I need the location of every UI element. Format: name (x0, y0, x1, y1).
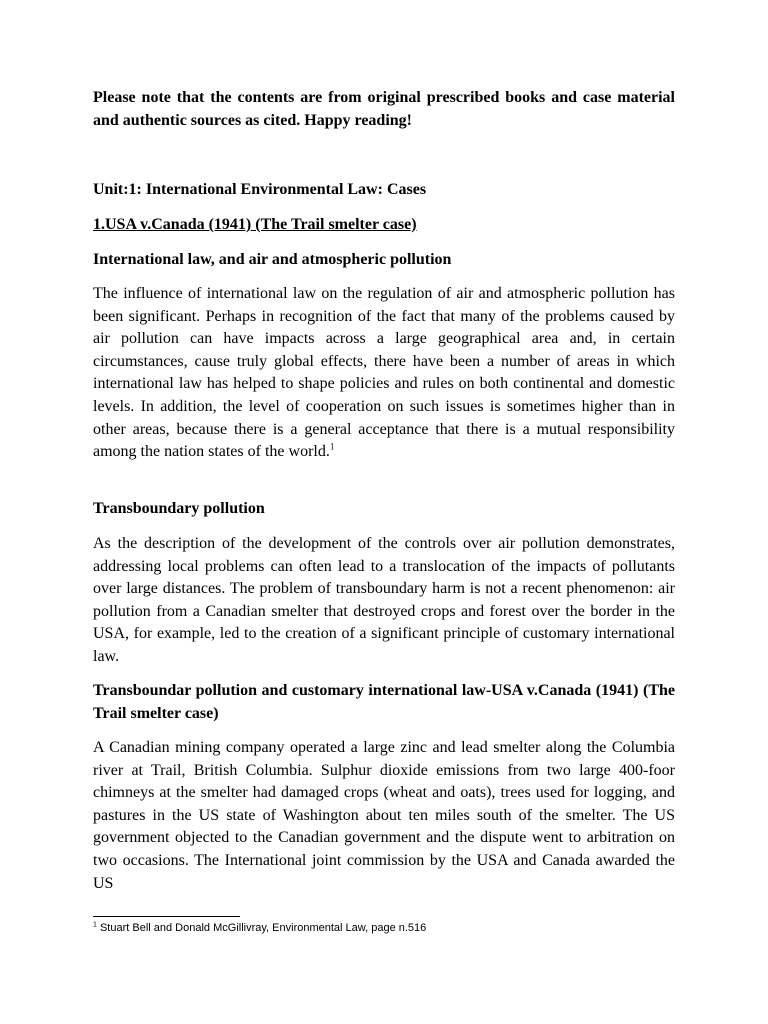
section-body-trail-smelter: A Canadian mining company operated a large zinc and lead smelter along the Columbia river at Trail, British Columbia. Sulphur dioxide emissions from two large 400-foor chimneys at the smelter had damaged crops (wheat and oats), trees used for logging, and pastures in the US state of Washington about ten miles south of the smelter. The US government objected to the Canadian government and the dispute went to arbitration on two occasions. The International joint commission by the USA and Canada awarded the US (93, 739, 675, 892)
section-heading-transboundary: Transboundary pollution (93, 500, 265, 517)
body-text: The influence of international law on the regulation of air and atmospheric pollution has been significant. Perhaps in recognition of the fact that many of the problems caused by air pollution can have impacts across a large geographical area and, in certain circumstances, cause truly global effects, there have been a number of areas in which international law has helped to shape policies and rules on both continental and domestic levels. In addition, the level of cooperation on such issues is sometimes higher than in other areas, because there is a general acceptance that there is a mutual responsibility among the nation states of the world. (93, 285, 675, 461)
section-body-transboundary: As the description of the development of the controls over air pollution demonstrates, addressing local problems can often lead to a translocation of the impacts of pollutants over large distances. The problem of transboundary harm is not a recent phenomenon: air pollution from a Canadian smelter that destroyed crops and forest over the border in the USA, for example, led to the creation of a significant principle of customary international law. (93, 535, 675, 665)
section-heading-air-pollution: International law, and air and atmospheric pollution (93, 251, 452, 268)
section-body-air-pollution (93, 283, 675, 464)
footnote-separator (93, 916, 240, 917)
notice-paragraph: Please note that the contents are from original prescribed books and case material and authentic sources as cited. Happy reading! (93, 89, 675, 129)
footnote-text: Stuart Bell and Donald McGillivray, Environmental Law, page n.516 (99, 922, 427, 934)
unit-title: Unit:1: International Environmental Law: Cases (93, 181, 427, 198)
footnote-number: 1 (93, 921, 97, 929)
footnote (93, 921, 426, 935)
case-title: 1.USA v.Canada (1941) (The Trail smelter case) (93, 216, 417, 233)
footnote-reference: 1 (329, 441, 335, 452)
section-heading-trail-smelter: Transboundar pollution and customary international law-USA v.Canada (1941) (The Trail smelter case) (93, 682, 675, 722)
